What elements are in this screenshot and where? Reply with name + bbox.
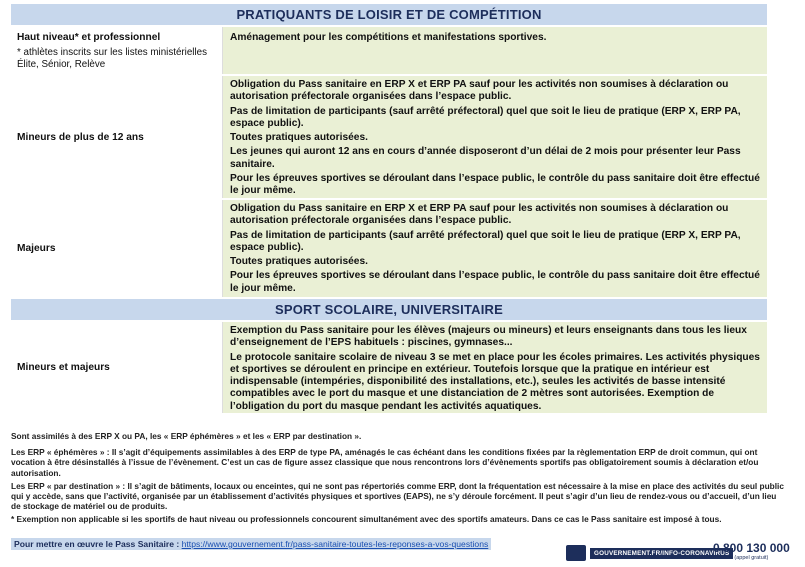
row-label: Haut niveau* et professionnel	[17, 32, 161, 43]
paragraph: Les jeunes qui auront 12 ans en cours d’année disposeront d’un délai de 2 mois pour présenter leur Pass sanitaire.	[230, 146, 741, 170]
paragraph: Obligation du Pass sanitaire en ERP X et ERP PA sauf pour les activités non soumises à déclaration ou autorisation préfectorale organisées dans l’espace public.	[230, 79, 729, 103]
row-label: Majeurs	[17, 243, 56, 254]
row-label-cell	[11, 76, 223, 198]
row-note: * athlètes inscrits sur les listes ministérielles Élite, Sénior, Relève	[17, 47, 208, 70]
phone-block	[713, 541, 790, 561]
pass-link-line	[11, 538, 491, 550]
section-header-loisir: PRATIQUANTS DE LOISIR ET DE COMPÉTITION	[11, 4, 767, 27]
table-row	[11, 200, 767, 299]
paragraph: Pas de limitation de participants (sauf arrêté préfectoral) quel que soit le lieu de pratique (ERP X, ERP PA, espace public).	[230, 229, 741, 253]
row-content	[223, 27, 767, 74]
paragraph: Pour les épreuves sportives se déroulant dans l’espace public, le contrôle du pass sanitaire doit être effectué le jour même.	[230, 270, 760, 294]
table-row	[11, 322, 767, 415]
note-assimiles: Sont assimilés à des ERP X ou PA, les « ERP éphémères » et les « ERP par destination ».	[11, 431, 362, 441]
note-destination: Les ERP « par destination » : Il s’agit de bâtiments, locaux ou enceintes, qui ne sont pas répertoriés comme ERP, dont la fréquentation est nécessaire à la mise en place des activités du seul public qui y accède, sans que l’activité, organisée par un établissement d’activités physiques et sportives (EAPS), ne s’y déroule forcément. Il peut s’agir d’un lieu de rendez-vous ou d’accueil, d’un lieu de stockage de matériel ou de produits.	[11, 480, 784, 512]
row-label-cell	[11, 322, 223, 413]
footnotes	[11, 431, 786, 528]
paragraph: Exemption du Pass sanitaire pour les élèves (majeurs ou mineurs) et leurs enseignants dans tous les lieux d’enseignement de l’EPS habituels : piscines, gymnases...	[230, 325, 747, 349]
paragraph: Obligation du Pass sanitaire en ERP X et ERP PA sauf pour les activités non soumises à déclaration ou autorisation préfectorale organisées dans l’espace public.	[230, 203, 729, 227]
paragraph: Toutes pratiques autorisées.	[230, 256, 368, 268]
row-content	[223, 76, 767, 198]
note-exemption: * Exemption non applicable si les sportifs de haut niveau ou professionnels concourent simultanément avec des sportifs amateurs. Dans ce cas le Pass sanitaire est imposé à tous.	[11, 514, 722, 525]
section-header-scolaire: SPORT SCOLAIRE, UNIVERSITAIRE	[11, 299, 767, 322]
phone-sub: (appel gratuit)	[734, 555, 769, 561]
laptop-icon	[566, 545, 586, 561]
phone-number: 0 800 130 000	[713, 541, 790, 555]
row-content	[223, 200, 767, 297]
row-label-cell	[11, 200, 223, 297]
paragraph: Toutes pratiques autorisées.	[230, 132, 368, 144]
paragraph: Aménagement pour les compétitions et manifestations sportives.	[230, 32, 547, 43]
row-label: Mineurs de plus de 12 ans	[17, 131, 144, 143]
pass-sanitaire-link[interactable]: https://www.gouvernement.fr/pass-sanitaire-toutes-les-reponses-a-vos-questions	[181, 539, 489, 549]
gov-label: GOUVERNEMENT.FR/INFO-CORONAVIRUS	[590, 548, 733, 559]
row-label: Mineurs et majeurs	[17, 362, 110, 373]
paragraph: Pas de limitation de participants (sauf arrêté préfectoral) quel que soit le lieu de pratique (ERP X, ERP PA, espace public).	[230, 105, 741, 129]
row-label-cell	[11, 27, 223, 74]
gov-info-badge[interactable]	[566, 545, 733, 561]
paragraph: Pour les épreuves sportives se déroulant dans l’espace public, le contrôle du pass sanitaire doit être effectué le jour même.	[230, 173, 760, 197]
row-content	[223, 322, 767, 413]
note-ephemeres: Les ERP « éphémères » : Il s’agit d’équipements assimilables à des ERP de type PA, aménagés le cas échéant dans les conditions fixées par la règlementation ERP de droit commun, qui ont vocation à être désinstallés à l’issue de l’évènement. C’est un cas de figure assez classique que nous rencontrons lors d’évènements sportifs pas obligatoirement soumis à déclaration et/ou autorisation.	[11, 447, 759, 478]
table-row	[11, 27, 767, 76]
paragraph: Le protocole sanitaire scolaire de niveau 3 se met en place pour les écoles primaires. Les activités physiques et sportives se déroulent en principe en extérieur. Toutefois lorsque que la pratique en intérieur est indispensable (intempéries, disponibilité des installations, etc.), seules les activités de basse intensité compatibles avec le port du masque et une distanciation de 2 mètres sont autorisées. Exemption de l’obligation du port du masque pendant les activités aquatiques.	[230, 351, 760, 412]
rules-table	[11, 4, 767, 415]
link-label: Pour mettre en œuvre le Pass Sanitaire :	[14, 539, 180, 549]
table-row	[11, 76, 767, 200]
